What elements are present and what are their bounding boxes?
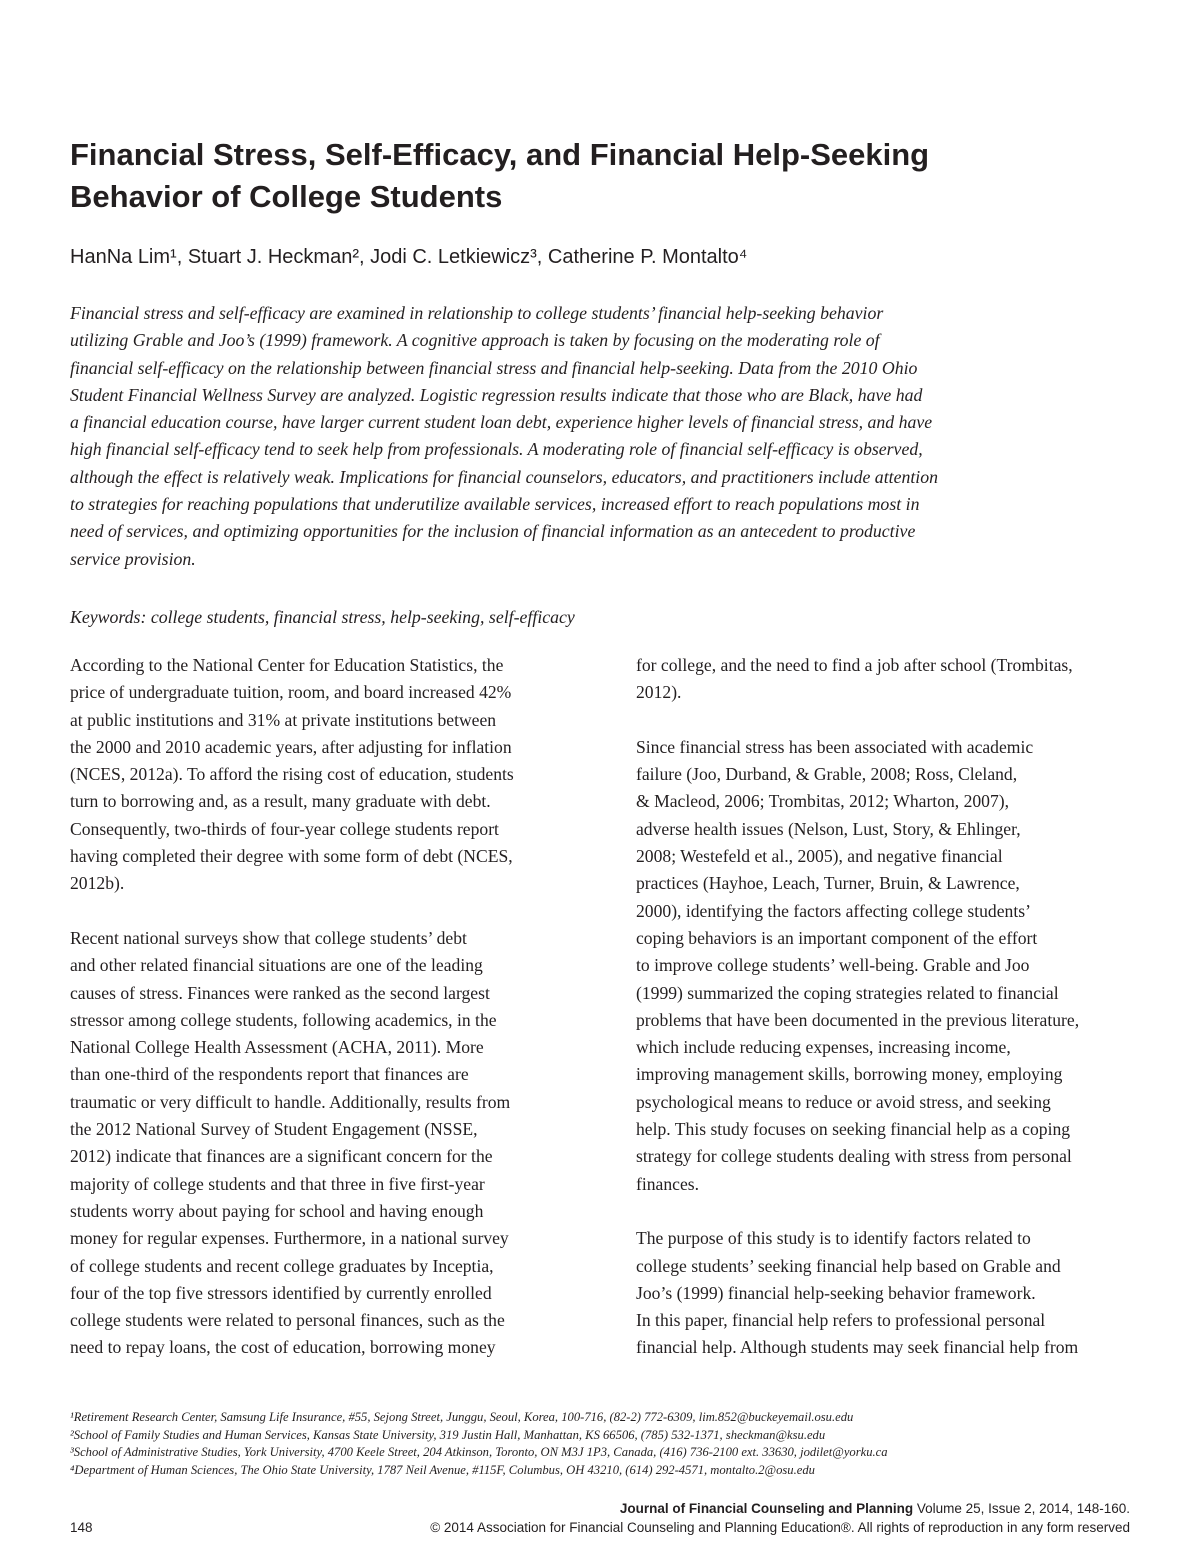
body-line: college students’ seeking financial help based on Grable and bbox=[636, 1255, 1061, 1276]
body-line: of college students and recent college graduates by Inceptia, bbox=[70, 1255, 494, 1276]
footnote: ⁴Department of Human Sciences, The Ohio State University, 1787 Neil Avenue, #115F, Columbus, OH 43210, (614) 292-4571, montalto.2@osu.edu bbox=[70, 1462, 815, 1477]
body-line: 2008; Westefeld et al., 2005), and negative financial bbox=[636, 846, 1003, 867]
body-line: for college, and the need to find a job after school (Trombitas, bbox=[636, 655, 1073, 675]
body-paragraph bbox=[636, 1225, 1136, 1361]
body-line: problems that have been documented in the previous literature, bbox=[636, 1009, 1080, 1030]
journal-issue: Volume 25, Issue 2, 2014, 148-160. bbox=[913, 1501, 1130, 1516]
body-line: practices (Hayhoe, Leach, Turner, Bruin, & Lawrence, bbox=[636, 873, 1020, 894]
body-column-left bbox=[70, 652, 570, 1389]
body-line: financial help. Although students may seek financial help from bbox=[636, 1337, 1079, 1358]
body-line: Recent national surveys show that college students’ debt bbox=[70, 927, 467, 948]
page-number: 148 bbox=[70, 1520, 93, 1535]
journal-name: Journal of Financial Counseling and Planning bbox=[619, 1501, 914, 1516]
copyright-notice: © 2014 Association for Financial Counseling and Planning Education®. All rights of reproduction in any form reserved bbox=[430, 1520, 1130, 1535]
author-list: HanNa Lim¹, Stuart J. Heckman², Jodi C. Letkiewicz³, Catherine P. Montalto⁴ bbox=[70, 246, 748, 268]
body-paragraph bbox=[636, 652, 1136, 707]
body-line: turn to borrowing and, as a result, many graduate with debt. bbox=[70, 791, 491, 812]
body-line: college students were related to personal finances, such as the bbox=[70, 1310, 505, 1331]
body-line: than one-third of the respondents report that finances are bbox=[70, 1064, 469, 1085]
body-line: at public institutions and 31% at private institutions between bbox=[70, 709, 497, 730]
journal-citation bbox=[620, 1500, 1130, 1517]
body-paragraph bbox=[70, 925, 570, 1362]
body-column-right bbox=[636, 652, 1136, 1389]
keywords: Keywords: college students, financial stress, help-seeking, self-efficacy bbox=[70, 607, 575, 627]
body-line: 2012) indicate that finances are a significant concern for the bbox=[70, 1146, 493, 1167]
paper-title bbox=[70, 134, 1130, 218]
body-line: 2012b). bbox=[70, 873, 125, 894]
abstract-line: utilizing Grable and Joo’s (1999) framework. A cognitive approach is taken by focusing on the moderating role of bbox=[70, 330, 880, 351]
body-line: help. This study focuses on seeking financial help as a coping bbox=[636, 1119, 1071, 1140]
abstract-line: a financial education course, have larger current student loan debt, experience higher levels of financial stress, and have bbox=[70, 412, 933, 433]
abstract-line: service provision. bbox=[70, 548, 196, 569]
footnote: ²School of Family Studies and Human Services, Kansas State University, 319 Justin Hall, Manhattan, KS 66506, (785) 532-1371, sheckman@ksu.edu bbox=[70, 1427, 826, 1442]
body-paragraph bbox=[70, 652, 570, 898]
body-line: majority of college students and that three in five first-year bbox=[70, 1173, 485, 1194]
body-line: four of the top five stressors identified by currently enrolled bbox=[70, 1282, 492, 1303]
abstract bbox=[70, 300, 1140, 573]
body-line: psychological means to reduce or avoid stress, and seeking bbox=[636, 1091, 1051, 1112]
body-line: price of undergraduate tuition, room, and board increased 42% bbox=[70, 682, 512, 703]
body-line: the 2012 National Survey of Student Engagement (NSSE, bbox=[70, 1119, 478, 1140]
body-line: to improve college students’ well-being. Grable and Joo bbox=[636, 955, 1030, 976]
body-paragraph bbox=[636, 734, 1136, 1198]
abstract-line: although the effect is relatively weak. Implications for financial counselors, educators, and practitioners include attention bbox=[70, 466, 939, 487]
body-line: Joo’s (1999) financial help-seeking behavior framework. bbox=[636, 1282, 1036, 1303]
body-line: (NCES, 2012a). To afford the rising cost of education, students bbox=[70, 764, 514, 785]
footnote: ¹Retirement Research Center, Samsung Life Insurance, #55, Sejong Street, Junggu, Seoul, Korea, 100-716, (82-2) 772-6309, lim.852@buckeyemail.osu.edu bbox=[70, 1410, 854, 1424]
body-line: and other related financial situations are one of the leading bbox=[70, 955, 483, 976]
footnotes bbox=[70, 1409, 1130, 1479]
body-line: stressor among college students, following academics, in the bbox=[70, 1009, 497, 1030]
body-line: strategy for college students dealing with stress from personal bbox=[636, 1146, 1072, 1167]
abstract-line: financial self-efficacy on the relationship between financial stress and financial help-seeking. Data from the 2010 Ohio bbox=[70, 357, 918, 378]
body-line: 2000), identifying the factors affecting college students’ bbox=[636, 900, 1031, 921]
abstract-line: to strategies for reaching populations that underutilize available services, increased effort to reach populations most in bbox=[70, 494, 920, 515]
body-line: adverse health issues (Nelson, Lust, Story, & Ehlinger, bbox=[636, 818, 1021, 839]
abstract-line: Student Financial Wellness Survey are analyzed. Logistic regression results indicate that those who are Black, have had bbox=[70, 384, 923, 405]
body-line: According to the National Center for Education Statistics, the bbox=[70, 655, 504, 675]
body-line: causes of stress. Finances were ranked as the second largest bbox=[70, 982, 490, 1003]
body-line: failure (Joo, Durband, & Grable, 2008; Ross, Cleland, bbox=[636, 764, 1018, 785]
body-line: National College Health Assessment (ACHA, 2011). More bbox=[70, 1037, 484, 1058]
body-line: 2012). bbox=[636, 682, 682, 703]
body-line: & Macleod, 2006; Trombitas, 2012; Wharton, 2007), bbox=[636, 791, 1010, 812]
body-line: The purpose of this study is to identify factors related to bbox=[636, 1228, 1031, 1249]
footnote: ³School of Administrative Studies, York University, 4700 Keele Street, 204 Atkinson, Toronto, ON M3J 1P3, Canada, (416) 736-2100 ext. 33630, jodilet@yorku.ca bbox=[70, 1445, 888, 1459]
body-line: having completed their degree with some form of debt (NCES, bbox=[70, 846, 513, 867]
abstract-line: Financial stress and self-efficacy are examined in relationship to college students’ financial help-seeking behavior bbox=[70, 303, 884, 323]
abstract-line: need of services, and optimizing opportunities for the inclusion of financial information as an antecedent to productive bbox=[70, 521, 916, 542]
body-line: which include reducing expenses, increasing income, bbox=[636, 1037, 1011, 1058]
title-line: Financial Stress, Self-Efficacy, and Financial Help-Seeking bbox=[70, 137, 930, 172]
body-line: students worry about paying for school and having enough bbox=[70, 1200, 484, 1221]
body-line: need to repay loans, the cost of education, borrowing money bbox=[70, 1337, 496, 1358]
body-line: Consequently, two-thirds of four-year college students report bbox=[70, 818, 499, 839]
body-line: In this paper, financial help refers to professional personal bbox=[636, 1310, 1046, 1331]
body-line: the 2000 and 2010 academic years, after adjusting for inflation bbox=[70, 736, 512, 757]
body-line: coping behaviors is an important component of the effort bbox=[636, 927, 1038, 948]
body-line: money for regular expenses. Furthermore, in a national survey bbox=[70, 1228, 509, 1249]
abstract-line: high financial self-efficacy tend to seek help from professionals. A moderating role of financial self-efficacy is observed, bbox=[70, 439, 923, 460]
body-line: improving management skills, borrowing money, employing bbox=[636, 1064, 1063, 1085]
body-line: (1999) summarized the coping strategies related to financial bbox=[636, 982, 1059, 1003]
title-line: Behavior of College Students bbox=[70, 179, 503, 214]
body-line: finances. bbox=[636, 1173, 700, 1194]
body-line: Since financial stress has been associated with academic bbox=[636, 736, 1034, 757]
body-line: traumatic or very difficult to handle. Additionally, results from bbox=[70, 1091, 511, 1112]
